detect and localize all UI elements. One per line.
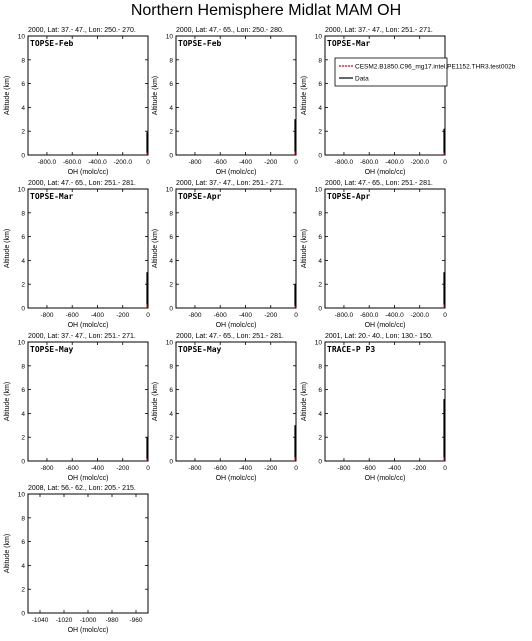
x-tick-label: -200 <box>116 312 130 319</box>
y-tick-label: 4 <box>21 257 25 265</box>
x-tick-label: -600 <box>213 159 227 166</box>
x-tick-label: -980 <box>105 617 119 624</box>
x-tick-label: -600 <box>213 465 227 472</box>
y-tick-label: 10 <box>314 339 322 347</box>
x-tick-label: 0 <box>294 465 298 472</box>
y-tick-label: 0 <box>21 458 25 466</box>
y-tick-label: 8 <box>318 363 322 371</box>
panel-6 <box>301 180 447 329</box>
x-tick-label: -800 <box>188 465 202 472</box>
y-tick-label: 8 <box>21 515 25 523</box>
x-axis-label: OH (molc/cc) <box>364 169 406 176</box>
y-tick-label: 6 <box>318 234 322 242</box>
campaign-label: TOPSE-Mar <box>30 192 74 201</box>
y-tick-label: 8 <box>169 210 173 218</box>
x-tick-label: -400 <box>387 465 401 472</box>
panel-header: 2008, Lat: 56.- 62., Lon: 205.- 215. <box>28 485 136 492</box>
y-tick-label: 2 <box>318 128 322 136</box>
campaign-label: TRACE-P P3 <box>327 345 376 354</box>
y-tick-label: 4 <box>21 104 25 112</box>
y-tick-label: 2 <box>21 586 25 594</box>
y-tick-label: 6 <box>169 234 173 242</box>
x-axis-label: OH (molc/cc) <box>67 322 109 329</box>
panel-9 <box>301 333 447 482</box>
x-tick-label: -400 <box>238 159 252 166</box>
y-tick-label: 2 <box>21 434 25 442</box>
y-tick-label: 8 <box>21 57 25 65</box>
y-tick-label: 10 <box>17 186 25 194</box>
x-tick-label: -400 <box>238 312 252 319</box>
y-tick-label: 6 <box>318 81 322 89</box>
y-tick-label: 0 <box>318 458 322 466</box>
y-tick-label: 2 <box>169 434 173 442</box>
y-tick-label: 4 <box>169 257 173 265</box>
x-tick-label: -400.0 <box>385 312 404 319</box>
plot-frame <box>28 342 148 461</box>
x-tick-label: -800.0 <box>334 159 354 166</box>
y-tick-label: 2 <box>21 128 25 136</box>
x-tick-label: -200.0 <box>113 159 132 166</box>
y-axis-label: Altitude (km) <box>4 75 11 116</box>
y-tick-label: 4 <box>21 562 25 570</box>
y-tick-label: 0 <box>21 305 25 313</box>
campaign-label: TOPSE-Apr <box>178 192 222 201</box>
x-tick-label: -800.0 <box>37 159 57 166</box>
y-tick-label: 8 <box>21 210 25 218</box>
x-tick-label: -800 <box>188 159 202 166</box>
y-tick-label: 10 <box>314 33 322 41</box>
x-tick-label: -600.0 <box>359 159 379 166</box>
panel-8 <box>152 333 298 482</box>
panel-7 <box>4 333 150 482</box>
y-axis-label: Altitude (km) <box>152 228 159 269</box>
y-tick-label: 2 <box>21 281 25 289</box>
x-axis-label: OH (molc/cc) <box>67 475 109 482</box>
x-axis-label: OH (molc/cc) <box>215 475 257 482</box>
x-tick-label: -800 <box>337 465 351 472</box>
y-tick-label: 8 <box>169 363 173 371</box>
y-tick-label: 6 <box>21 387 25 395</box>
y-tick-label: 0 <box>318 152 322 160</box>
x-tick-label: 0 <box>443 312 447 319</box>
x-tick-label: 0 <box>146 465 150 472</box>
y-tick-label: 10 <box>165 339 173 347</box>
x-tick-label: -600 <box>65 465 79 472</box>
y-tick-label: 6 <box>21 539 25 547</box>
y-tick-label: 8 <box>318 210 322 218</box>
y-axis-label: Altitude (km) <box>4 533 11 574</box>
y-axis-label: Altitude (km) <box>301 381 308 422</box>
panel-header: 2000, Lat: 37.- 47., Lon: 251.- 271. <box>28 333 136 340</box>
y-tick-label: 6 <box>169 387 173 395</box>
y-tick-label: 10 <box>165 33 173 41</box>
y-tick-label: 8 <box>21 363 25 371</box>
y-tick-label: 8 <box>318 57 322 65</box>
panel-3 <box>301 27 516 176</box>
y-tick-label: 10 <box>165 186 173 194</box>
panel-2 <box>152 27 298 176</box>
x-tick-label: -200 <box>116 465 130 472</box>
campaign-label: TOPSE-Apr <box>327 192 371 201</box>
panel-10 <box>4 485 148 634</box>
x-tick-label: 0 <box>443 465 447 472</box>
x-tick-label: -200 <box>264 159 278 166</box>
y-tick-label: 10 <box>17 339 25 347</box>
x-tick-label: -400.0 <box>385 159 404 166</box>
plot-frame <box>325 36 445 155</box>
y-axis-label: Altitude (km) <box>4 381 11 422</box>
x-axis-label: OH (molc/cc) <box>215 169 257 176</box>
panel-header: 2001, Lat: 20.- 40., Lon: 130.- 150. <box>325 333 433 340</box>
plot-frame <box>28 494 148 613</box>
page-title: Northern Hemisphere Midlat MAM OH <box>130 2 402 19</box>
y-axis-label: Altitude (km) <box>301 75 308 116</box>
x-tick-label: -600.0 <box>359 312 379 319</box>
legend-entry: Data <box>355 75 369 83</box>
x-tick-label: -400.0 <box>88 159 107 166</box>
x-tick-label: -600 <box>362 465 376 472</box>
x-axis-label: OH (molc/cc) <box>67 627 109 634</box>
y-axis-label: Altitude (km) <box>152 381 159 422</box>
y-tick-label: 10 <box>17 33 25 41</box>
panel-4 <box>4 180 150 329</box>
y-tick-label: 4 <box>318 257 322 265</box>
x-tick-label: 0 <box>294 159 298 166</box>
x-tick-label: -400 <box>90 465 104 472</box>
panel-header: 2000, Lat: 37.- 47., Lon: 251.- 271. <box>176 180 284 187</box>
panel-1 <box>4 27 150 176</box>
x-tick-label: -400 <box>90 312 104 319</box>
x-tick-label: -600.0 <box>62 159 82 166</box>
x-axis-label: OH (molc/cc) <box>67 169 109 176</box>
y-tick-label: 0 <box>21 152 25 160</box>
x-tick-label: -200.0 <box>410 312 429 319</box>
panel-header: 2000, Lat: 47.- 65., Lon: 251.- 281. <box>325 180 433 187</box>
y-tick-label: 6 <box>318 387 322 395</box>
y-tick-label: 10 <box>314 186 322 194</box>
x-tick-label: -800.0 <box>334 312 354 319</box>
plot-frame <box>325 342 445 461</box>
y-tick-label: 4 <box>318 104 322 112</box>
plot-frame <box>325 189 445 308</box>
x-tick-label: -800 <box>40 312 54 319</box>
x-axis-label: OH (molc/cc) <box>215 322 257 329</box>
plot-frame <box>176 189 296 308</box>
y-tick-label: 2 <box>169 281 173 289</box>
panel-header: 2000, Lat: 47.- 65., Lon: 250.- 280. <box>176 27 284 34</box>
plot-frame <box>176 342 296 461</box>
x-tick-label: 0 <box>294 312 298 319</box>
y-tick-label: 2 <box>318 434 322 442</box>
campaign-label: TOPSE-Mar <box>327 39 371 48</box>
y-tick-label: 6 <box>21 81 25 89</box>
x-tick-label: -1000 <box>79 617 97 624</box>
x-axis-label: OH (molc/cc) <box>364 322 406 329</box>
x-tick-label: -800 <box>40 465 54 472</box>
y-tick-label: 2 <box>169 128 173 136</box>
campaign-label: TOPSE-May <box>30 345 74 354</box>
panel-header: 2000, Lat: 37.- 47., Lon: 251.- 271. <box>325 27 433 34</box>
x-tick-label: -1040 <box>31 617 49 624</box>
y-tick-label: 4 <box>21 410 25 418</box>
plot-frame <box>176 36 296 155</box>
y-tick-label: 2 <box>318 281 322 289</box>
plot-frame <box>28 189 148 308</box>
y-tick-label: 10 <box>17 491 25 499</box>
campaign-label: TOPSE-May <box>178 345 222 354</box>
y-tick-label: 0 <box>169 152 173 160</box>
y-tick-label: 0 <box>21 610 25 618</box>
x-tick-label: -1020 <box>55 617 73 624</box>
y-axis-label: Altitude (km) <box>152 75 159 116</box>
y-axis-label: Altitude (km) <box>301 228 308 269</box>
x-tick-label: -200 <box>264 465 278 472</box>
y-tick-label: 0 <box>169 305 173 313</box>
y-tick-label: 8 <box>169 57 173 65</box>
x-tick-label: -800 <box>188 312 202 319</box>
x-axis-label: OH (molc/cc) <box>364 475 406 482</box>
y-tick-label: 0 <box>169 458 173 466</box>
legend-entry: CESM2.B1850.C96_mg17.intel.PE1152.THR3.test002b <box>355 63 516 71</box>
panel-header: 2000, Lat: 47.- 65., Lon: 251.- 281. <box>28 180 136 187</box>
chart-legend <box>335 58 516 86</box>
x-tick-label: -200.0 <box>410 159 429 166</box>
x-tick-label: -600 <box>65 312 79 319</box>
x-tick-label: -960 <box>129 617 143 624</box>
panel-header: 2000, Lat: 37.- 47., Lon: 250.- 270. <box>28 27 136 34</box>
y-axis-label: Altitude (km) <box>4 228 11 269</box>
x-tick-label: 0 <box>146 159 150 166</box>
panel-header: 2000, Lat: 47.- 65., Lon: 251.- 281. <box>176 333 284 340</box>
y-tick-label: 0 <box>318 305 322 313</box>
plot-frame <box>28 36 148 155</box>
legend-box <box>335 58 447 86</box>
y-tick-label: 4 <box>169 410 173 418</box>
x-tick-label: 0 <box>443 159 447 166</box>
y-tick-label: 6 <box>169 81 173 89</box>
y-tick-label: 4 <box>318 410 322 418</box>
x-tick-label: -400 <box>238 465 252 472</box>
x-tick-label: -200 <box>264 312 278 319</box>
panel-5 <box>152 180 298 329</box>
x-tick-label: 0 <box>146 312 150 319</box>
campaign-label: TOPSE-Feb <box>30 39 74 48</box>
y-tick-label: 6 <box>21 234 25 242</box>
campaign-label: TOPSE-Feb <box>178 39 222 48</box>
x-tick-label: -600 <box>213 312 227 319</box>
y-tick-label: 4 <box>169 104 173 112</box>
x-tick-label: -200 <box>413 465 427 472</box>
